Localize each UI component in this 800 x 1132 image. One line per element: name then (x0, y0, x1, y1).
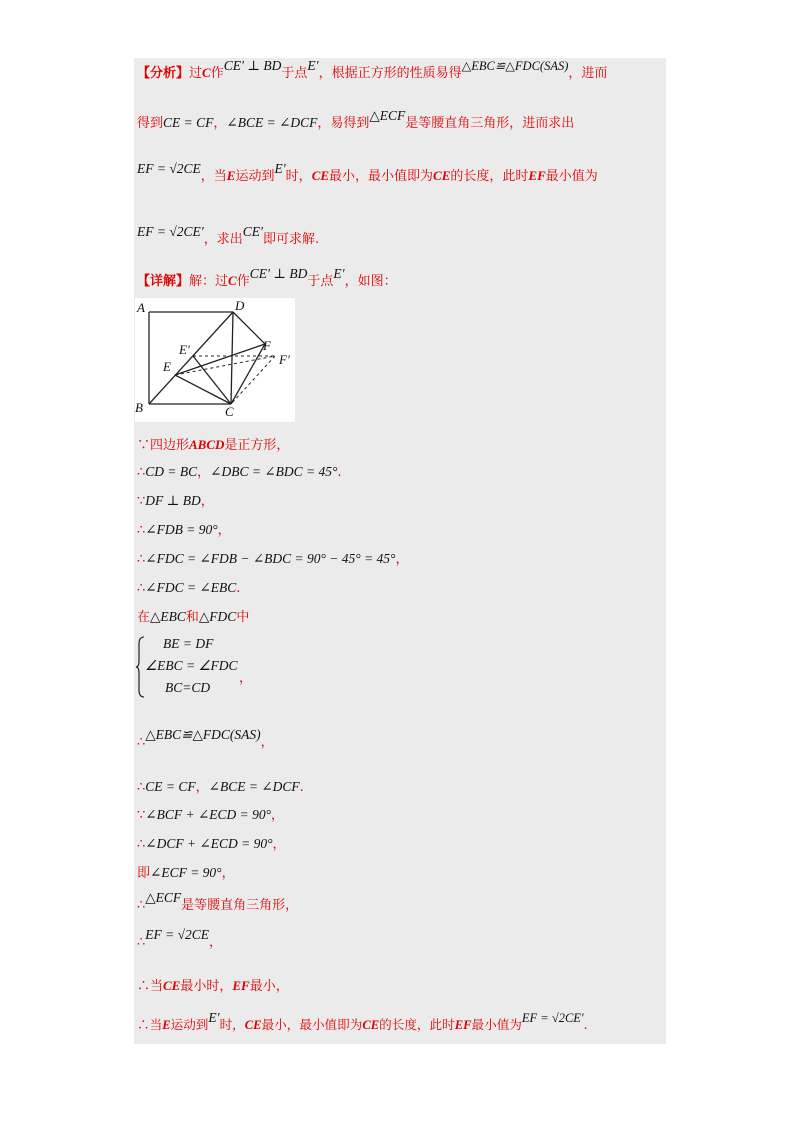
text: ，如图： (344, 274, 397, 289)
geometry-figure (135, 298, 295, 422)
math: △ECF (145, 890, 182, 905)
system-comma: ， (239, 670, 253, 685)
text: ， (197, 465, 211, 480)
text: ∴ (137, 935, 146, 950)
text: 是等腰直角三角形， (181, 898, 299, 913)
detail-tag: 【详解】 (137, 274, 190, 289)
math: ∠FDB = 90° (145, 522, 218, 537)
math: CE′ (242, 224, 263, 239)
text: ，求出 (203, 232, 243, 247)
text: ∵ (137, 494, 146, 509)
detail-line (137, 266, 665, 291)
text: 运动到 (170, 1017, 209, 1032)
text: . (299, 780, 304, 795)
text: 在 (137, 610, 151, 625)
text: EF (232, 978, 250, 993)
text: ， (200, 494, 214, 509)
text: ，当 (200, 169, 227, 184)
label-c: C (225, 404, 234, 419)
text: ∵ (137, 808, 146, 823)
math: △EBC≌△FDC(SAS) (145, 727, 261, 742)
math: CD = BC (145, 464, 198, 479)
text: ∴ (137, 552, 146, 567)
text: ，易得到 (317, 116, 370, 131)
text: . (236, 581, 241, 596)
step-16 (137, 1010, 665, 1034)
text: 和 (185, 610, 199, 625)
text: 运动到 (235, 169, 275, 184)
math: ∠DCF + ∠ECD = 90° (145, 836, 273, 851)
text: 最小值为 (471, 1017, 522, 1032)
equation-system (135, 636, 275, 702)
step-13 (137, 890, 665, 915)
text: ， (195, 780, 209, 795)
label-e-prime: E′ (179, 342, 190, 357)
text: CE (311, 168, 330, 183)
math: E′ (307, 58, 319, 73)
math: ∠ECF = 90° (150, 865, 222, 880)
text: C (202, 65, 211, 80)
step-8 (137, 727, 665, 752)
math: E′ (274, 161, 286, 176)
text: ∴ (137, 780, 146, 795)
system-row-3: BC=CD (165, 680, 211, 695)
math: EF = √2CE′ (521, 1011, 584, 1025)
text: CE (163, 978, 181, 993)
math: ∠FDC = ∠FDB − ∠BDC = 90° − 45° = 45° (145, 551, 396, 566)
step-4 (137, 521, 665, 540)
step-3 (137, 492, 665, 511)
step-10 (137, 806, 665, 825)
text: ∴ (137, 735, 146, 750)
text: ABCD (189, 437, 225, 452)
math: E′ (208, 1010, 220, 1025)
text: 最小， (249, 979, 289, 994)
math: ∠BCE = ∠DCF (226, 115, 318, 130)
text: 的长度，此时 (450, 169, 529, 184)
text: E (226, 168, 236, 183)
text: ， (209, 935, 223, 950)
text: ，进而 (568, 66, 608, 81)
text: 即可求解. (262, 232, 320, 247)
step-5 (137, 550, 665, 569)
text: ∴当 (137, 979, 164, 994)
text: 即 (137, 866, 151, 881)
text: 是正方形， (224, 438, 290, 453)
label-f: F (263, 338, 271, 353)
math: EF = √2CE (137, 161, 201, 176)
square-diagram (135, 298, 295, 422)
text: C (228, 273, 237, 288)
text: 最小，最小值即为 (329, 169, 434, 184)
step-14 (137, 927, 665, 952)
label-d: D (235, 298, 245, 313)
step-1 (137, 436, 665, 455)
text: . (583, 1017, 588, 1032)
text: 得到 (137, 116, 164, 131)
text: 最小时， (180, 979, 233, 994)
math: DF ⊥ BD (145, 493, 201, 508)
text: 最小，最小值即为 (261, 1017, 363, 1032)
text: 于点 (281, 66, 308, 81)
text: 最小值为 (545, 169, 598, 184)
text: ， (395, 552, 409, 567)
text: E (162, 1018, 171, 1032)
text: ， (217, 523, 231, 538)
text: ∴ (137, 581, 146, 596)
math: ∠DBC = ∠BDC = 45° (210, 464, 338, 479)
text: ， (213, 116, 227, 131)
math: EF = √2CE′ (137, 224, 204, 239)
label-b: B (135, 400, 143, 415)
math: △EBC≌△FDC(SAS) (461, 59, 569, 73)
analysis-line-3 (137, 161, 665, 186)
text: ， (260, 735, 274, 750)
label-a: A (137, 300, 145, 315)
text: ∴当 (137, 1017, 163, 1032)
text: . (337, 465, 342, 480)
analysis-line-2 (137, 108, 665, 133)
text: ∵四边形 (137, 438, 190, 453)
step-11 (137, 835, 665, 854)
text: ， (272, 837, 286, 852)
text: ， (271, 808, 285, 823)
label-e: E (163, 359, 171, 374)
system-row-2: ∠EBC = ∠FDC (145, 658, 238, 673)
text: 作 (210, 66, 224, 81)
text: EF (528, 168, 546, 183)
math: △FDC (198, 609, 237, 624)
math: CE = CF (145, 779, 196, 794)
text: CE (362, 1018, 380, 1032)
text: ， (221, 866, 235, 881)
text: CE (433, 168, 451, 183)
step-15 (137, 977, 665, 996)
text: ∴ (137, 523, 146, 538)
left-brace (135, 636, 145, 698)
text: ∴ (137, 465, 146, 480)
analysis-line-4 (137, 224, 665, 249)
text: 于点 (307, 274, 334, 289)
math: CE = CF (163, 115, 214, 130)
text: 过 (189, 66, 203, 81)
step-7 (137, 608, 665, 627)
text: 中 (236, 610, 250, 625)
math: △ECF (369, 108, 406, 123)
text: 解：过 (189, 274, 229, 289)
math: △EBC (150, 609, 186, 624)
math: E′ (333, 266, 345, 281)
math: ∠BCE = ∠DCF (208, 779, 300, 794)
math: CE′ ⊥ BD (223, 58, 282, 73)
text: ∴ (137, 837, 146, 852)
math: CE′ ⊥ BD (249, 266, 308, 281)
text: ∴ (137, 898, 146, 913)
step-2 (137, 463, 665, 482)
text: 是等腰直角三角形，进而求出 (405, 116, 575, 131)
text: 的长度，此时 (379, 1017, 455, 1032)
text: 作 (236, 274, 250, 289)
system-row-1: BE = DF (163, 636, 214, 651)
analysis-line-1 (137, 58, 665, 83)
step-6 (137, 579, 665, 598)
analysis-tag: 【分析】 (137, 66, 190, 81)
step-9 (137, 778, 665, 797)
math: ∠FDC = ∠EBC (145, 580, 237, 595)
math: EF = √2CE (145, 927, 210, 942)
text: EF (454, 1018, 472, 1032)
math: ∠BCF + ∠ECD = 90° (145, 807, 272, 822)
text: 时， (219, 1017, 245, 1032)
label-f-prime: F′ (279, 352, 290, 367)
text: CE (244, 1018, 262, 1032)
text: ，根据正方形的性质易得 (318, 66, 462, 81)
text: 时， (285, 169, 312, 184)
step-12 (137, 864, 665, 883)
